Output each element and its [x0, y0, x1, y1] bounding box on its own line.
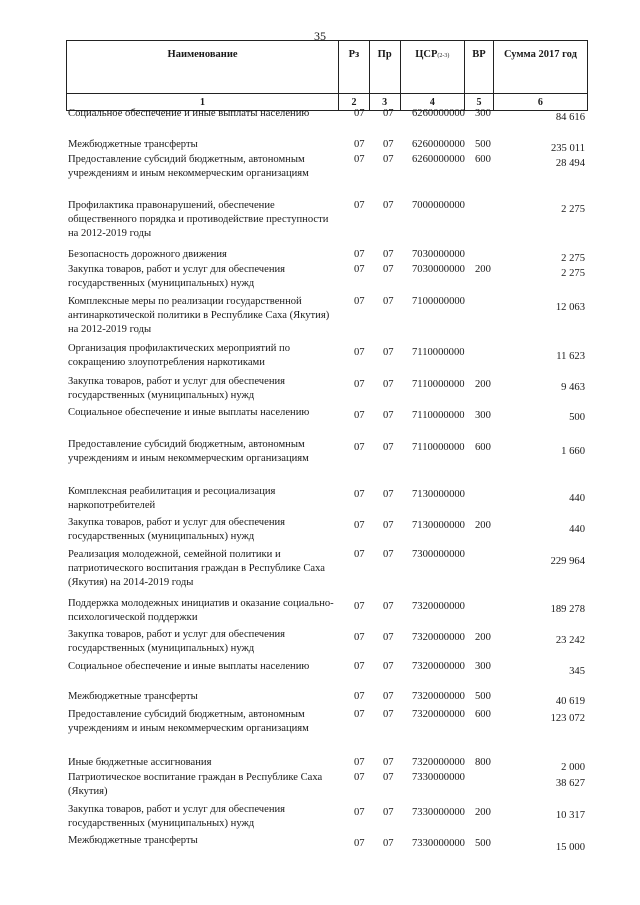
page-number: 35 — [314, 29, 326, 43]
row-pr: 07 — [383, 108, 394, 119]
row-vr: 800 — [475, 757, 491, 768]
row-name: Безопасность дорожного движения — [68, 249, 227, 260]
header-idx-5: 5 — [465, 94, 494, 111]
row-rz: 07 — [354, 410, 365, 421]
row-rz: 07 — [354, 632, 365, 643]
row-name: Закупка товаров, работ и услуг для обеспечения государственных (муниципальных) нужд — [68, 517, 286, 542]
row-csr: 6260000000 — [412, 154, 465, 165]
row-pr: 07 — [383, 249, 394, 260]
row-rz: 07 — [354, 139, 365, 150]
row-pr: 07 — [383, 691, 394, 702]
row-sum: 345 — [569, 666, 585, 677]
row-rz: 07 — [354, 838, 365, 849]
header-idx-1: 1 — [67, 94, 339, 111]
row-name: Межбюджетные трансферты — [68, 835, 198, 846]
row-sum: 38 627 — [555, 778, 585, 789]
row-pr: 07 — [383, 442, 394, 453]
row-vr: 600 — [475, 154, 491, 165]
row-csr: 7320000000 — [412, 691, 465, 702]
row-name: Социальное обеспечение и иные выплаты населению — [68, 108, 310, 119]
row-name: Межбюджетные трансферты — [68, 139, 198, 150]
row-rz: 07 — [354, 709, 365, 720]
row-sum: 2 275 — [561, 253, 585, 264]
row-sum: 2 000 — [561, 762, 585, 773]
row-name: Закупка товаров, работ и услуг для обеспечения государственных (муниципальных) нужд — [68, 376, 286, 401]
row-rz: 07 — [354, 442, 365, 453]
row-pr: 07 — [383, 200, 394, 211]
row-name: Предоставление субсидий бюджетным, автономным учреждениям и иным некоммерческим организациям — [68, 439, 309, 464]
header-idx-6: 6 — [493, 94, 587, 111]
row-sum: 10 317 — [555, 810, 585, 821]
row-pr: 07 — [383, 838, 394, 849]
row-rz: 07 — [354, 691, 365, 702]
row-sum: 1 660 — [561, 446, 585, 457]
row-csr: 7110000000 — [412, 347, 465, 358]
row-name: Социальное обеспечение и иные выплаты населению — [68, 661, 310, 672]
row-pr: 07 — [383, 264, 394, 275]
row-name: Социальное обеспечение и иные выплаты населению — [68, 407, 310, 418]
header-idx-2: 2 — [339, 94, 370, 111]
row-pr: 07 — [383, 154, 394, 165]
row-csr: 7330000000 — [412, 772, 465, 783]
row-csr: 7330000000 — [412, 807, 465, 818]
row-csr: 7110000000 — [412, 379, 465, 390]
row-rz: 07 — [354, 264, 365, 275]
row-csr: 6260000000 — [412, 139, 465, 150]
row-name: Предоставление субсидий бюджетным, автономным учреждениям и иным некоммерческим организациям — [68, 154, 309, 179]
row-sum: 84 616 — [555, 112, 585, 123]
row-rz: 07 — [354, 807, 365, 818]
row-name: Межбюджетные трансферты — [68, 691, 198, 702]
row-vr: 500 — [475, 139, 491, 150]
header-pr: Пр — [369, 41, 400, 94]
row-sum: 23 242 — [555, 635, 585, 646]
row-sum: 440 — [569, 524, 585, 535]
row-name: Закупка товаров, работ и услуг для обеспечения государственных (муниципальных) нужд — [68, 804, 286, 829]
row-rz: 07 — [354, 249, 365, 260]
row-csr: 7030000000 — [412, 264, 465, 275]
header-rz: Рз — [339, 41, 370, 94]
row-rz: 07 — [354, 296, 365, 307]
row-vr: 200 — [475, 264, 491, 275]
row-rz: 07 — [354, 772, 365, 783]
row-name: Профилактика правонарушений, обеспечение общественного порядка и противодействие преступности на 2012-2019 годы — [68, 200, 329, 239]
header-sum: Сумма 2017 год — [493, 41, 587, 94]
row-vr: 600 — [475, 442, 491, 453]
row-vr: 300 — [475, 661, 491, 672]
row-csr: 7320000000 — [412, 757, 465, 768]
row-name: Поддержка молодежных инициатив и оказание социально-психологической поддержки — [68, 598, 334, 623]
row-rz: 07 — [354, 601, 365, 612]
header-vr: ВР — [465, 41, 494, 94]
row-sum: 2 275 — [561, 204, 585, 215]
row-rz: 07 — [354, 347, 365, 358]
row-csr: 6260000000 — [412, 108, 465, 119]
row-pr: 07 — [383, 807, 394, 818]
row-sum: 500 — [569, 412, 585, 423]
header-idx-3: 3 — [369, 94, 400, 111]
row-vr: 300 — [475, 108, 491, 119]
row-name: Предоставление субсидий бюджетным, автономным учреждениям и иным некоммерческим организациям — [68, 709, 309, 734]
row-vr: 200 — [475, 632, 491, 643]
row-rz: 07 — [354, 108, 365, 119]
row-rz: 07 — [354, 661, 365, 672]
row-rz: 07 — [354, 757, 365, 768]
row-rz: 07 — [354, 200, 365, 211]
row-sum: 15 000 — [555, 842, 585, 853]
row-sum: 12 063 — [555, 302, 585, 313]
row-name: Организация профилактических мероприятий по сокращению злоупотребления наркотиками — [68, 343, 291, 368]
row-sum: 9 463 — [561, 382, 585, 393]
row-csr: 7320000000 — [412, 601, 465, 612]
row-rz: 07 — [354, 379, 365, 390]
row-sum: 11 623 — [556, 351, 585, 362]
row-pr: 07 — [383, 379, 394, 390]
row-csr: 7130000000 — [412, 489, 465, 500]
header-csr-small: (2-3) — [437, 53, 450, 59]
row-csr: 7110000000 — [412, 442, 465, 453]
row-csr: 7000000000 — [412, 200, 465, 211]
row-vr: 500 — [475, 838, 491, 849]
row-sum: 189 278 — [550, 604, 585, 615]
row-name: Закупка товаров, работ и услуг для обеспечения государственных (муниципальных) нужд — [68, 264, 286, 289]
row-csr: 7320000000 — [412, 632, 465, 643]
header-name: Наименование — [67, 41, 339, 94]
row-vr: 200 — [475, 379, 491, 390]
row-sum: 123 072 — [550, 713, 585, 724]
row-csr: 7100000000 — [412, 296, 465, 307]
row-sum: 2 275 — [561, 268, 585, 279]
row-csr: 7330000000 — [412, 838, 465, 849]
row-csr: 7030000000 — [412, 249, 465, 260]
row-pr: 07 — [383, 757, 394, 768]
row-vr: 200 — [475, 520, 491, 531]
row-csr: 7320000000 — [412, 709, 465, 720]
row-pr: 07 — [383, 772, 394, 783]
row-pr: 07 — [383, 709, 394, 720]
row-name: Патриотическое воспитание граждан в Республике Саха (Якутия) — [68, 772, 323, 797]
row-name: Закупка товаров, работ и услуг для обеспечения государственных (муниципальных) нужд — [68, 629, 286, 654]
row-pr: 07 — [383, 296, 394, 307]
row-pr: 07 — [383, 489, 394, 500]
row-rz: 07 — [354, 154, 365, 165]
row-name: Иные бюджетные ассигнования — [68, 757, 212, 768]
row-rz: 07 — [354, 489, 365, 500]
header-idx-4: 4 — [400, 94, 465, 111]
row-sum: 440 — [569, 493, 585, 504]
row-vr: 200 — [475, 807, 491, 818]
row-pr: 07 — [383, 549, 394, 560]
row-vr: 600 — [475, 709, 491, 720]
row-pr: 07 — [383, 139, 394, 150]
row-pr: 07 — [383, 520, 394, 531]
row-csr: 7130000000 — [412, 520, 465, 531]
row-pr: 07 — [383, 661, 394, 672]
row-rz: 07 — [354, 520, 365, 531]
row-csr: 7300000000 — [412, 549, 465, 560]
row-sum: 28 494 — [555, 158, 585, 169]
row-vr: 500 — [475, 691, 491, 702]
row-sum: 229 964 — [550, 556, 585, 567]
row-pr: 07 — [383, 410, 394, 421]
row-csr: 7110000000 — [412, 410, 465, 421]
row-pr: 07 — [383, 601, 394, 612]
row-vr: 300 — [475, 410, 491, 421]
row-csr: 7320000000 — [412, 661, 465, 672]
row-pr: 07 — [383, 347, 394, 358]
row-name: Реализация молодежной, семейной политики и патриотического воспитания граждан в Республике Саха (Якутия) на 2014-2019 годы — [68, 549, 325, 588]
row-name: Комплексная реабилитация и ресоциализация наркопотребителей — [68, 486, 276, 511]
row-sum: 235 011 — [550, 143, 585, 154]
row-pr: 07 — [383, 632, 394, 643]
header-csr-label: ЦСР — [415, 49, 438, 60]
row-name: Комплексные меры по реализации государственной антинаркотической политики в Республике Саха (Якутия) на 2012-2019 годы — [68, 296, 330, 335]
row-rz: 07 — [354, 549, 365, 560]
row-sum: 40 619 — [555, 696, 585, 707]
